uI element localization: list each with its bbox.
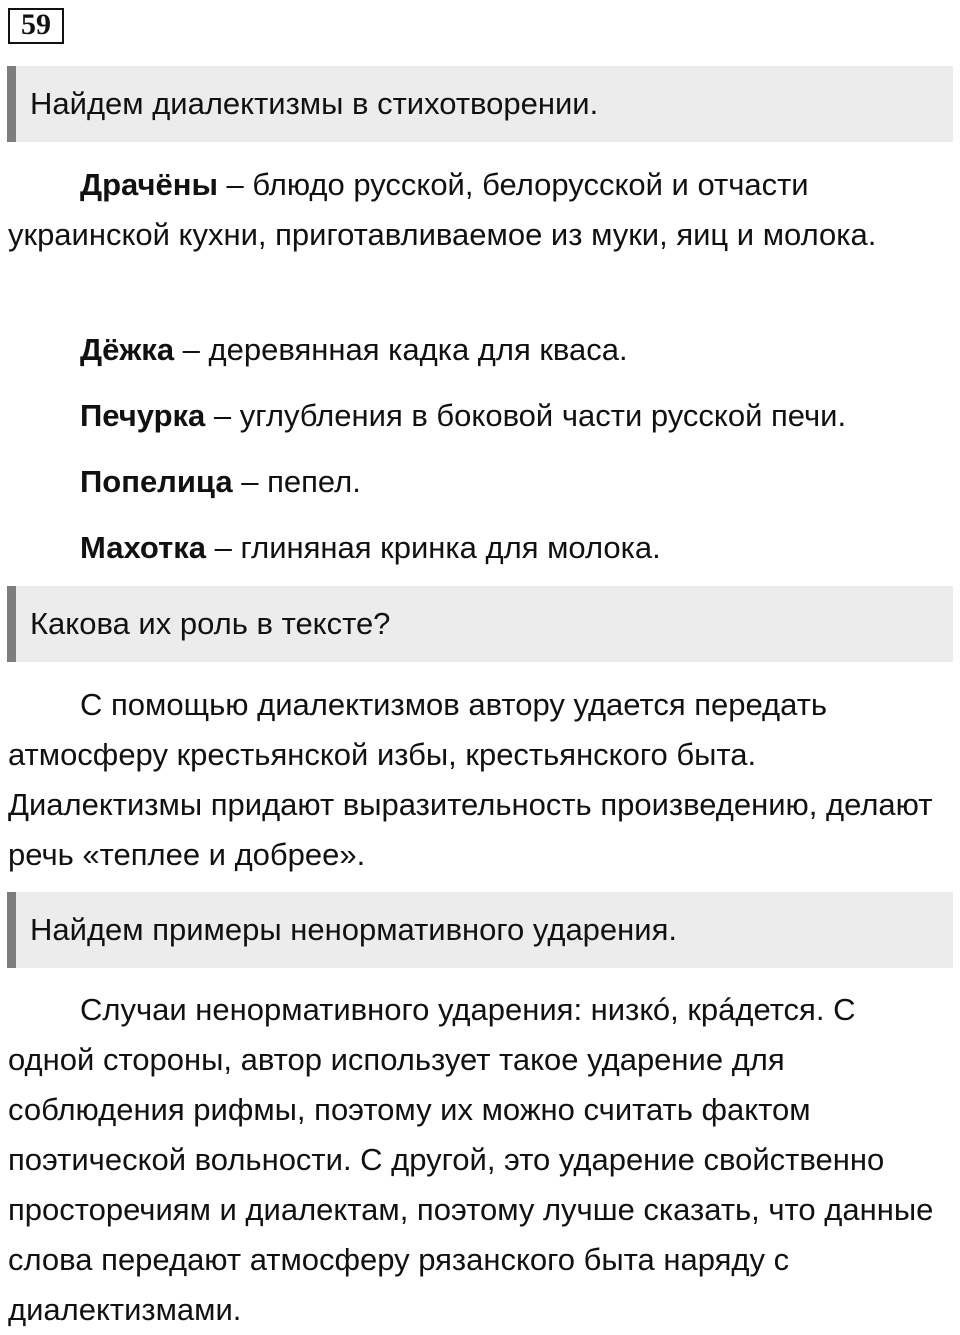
answer-2-paragraph: С помощью диалектизмов автору удается передать атмосферу крестьянской избы, крестьянского быта. Диалектизмы придают выразительность произведению, делают речь «теплее и добрее». [8,687,933,872]
definition-dracheny-text: – блюдо русской, белорусской и отчасти украинской кухни, приготавливаемое из муки, яиц и молока. [8,167,877,252]
definition-makhotka [80,528,950,568]
definition-dezhka [80,330,950,370]
exercise-number: 59 [8,8,64,44]
term-makhotka: Махотка [80,530,207,565]
term-dracheny: Драчёны [80,167,218,202]
question-2-text: Какова их роль в тексте? [30,606,391,641]
definition-popelitsa-text: – пепел. [232,464,361,499]
question-bar-2 [7,586,953,662]
question-1-text: Найдем диалектизмы в стихотворении. [30,86,599,121]
term-pechurka: Печурка [80,398,206,433]
definition-pechurka [80,396,950,436]
term-popelitsa: Попелица [80,464,233,499]
question-bar-3 [7,892,953,968]
question-3-text: Найдем примеры ненормативного ударения. [30,912,678,947]
definition-popelitsa [80,462,950,502]
definition-pechurka-text: – углубления в боковой части русской печи. [205,398,847,433]
term-dezhka: Дёжка [80,332,175,367]
answer-3-paragraph: Случаи ненормативного ударения: низкó, крáдется. С одной стороны, автор использует такое ударение для соблюдения рифмы, поэтому их можно считать фактом поэтической вольности. С другой, это ударение свойственно просторечиям и диалектам, поэтому лучше сказать, что данные слова передают атмосферу рязанского быта наряду с диалектизмами. [8,992,934,1327]
definition-dezhka-text: – деревянная кадка для кваса. [174,332,628,367]
definition-makhotka-text: – глиняная кринка для молока. [206,530,661,565]
question-bar-1 [7,66,953,142]
definition-dracheny [8,160,943,260]
